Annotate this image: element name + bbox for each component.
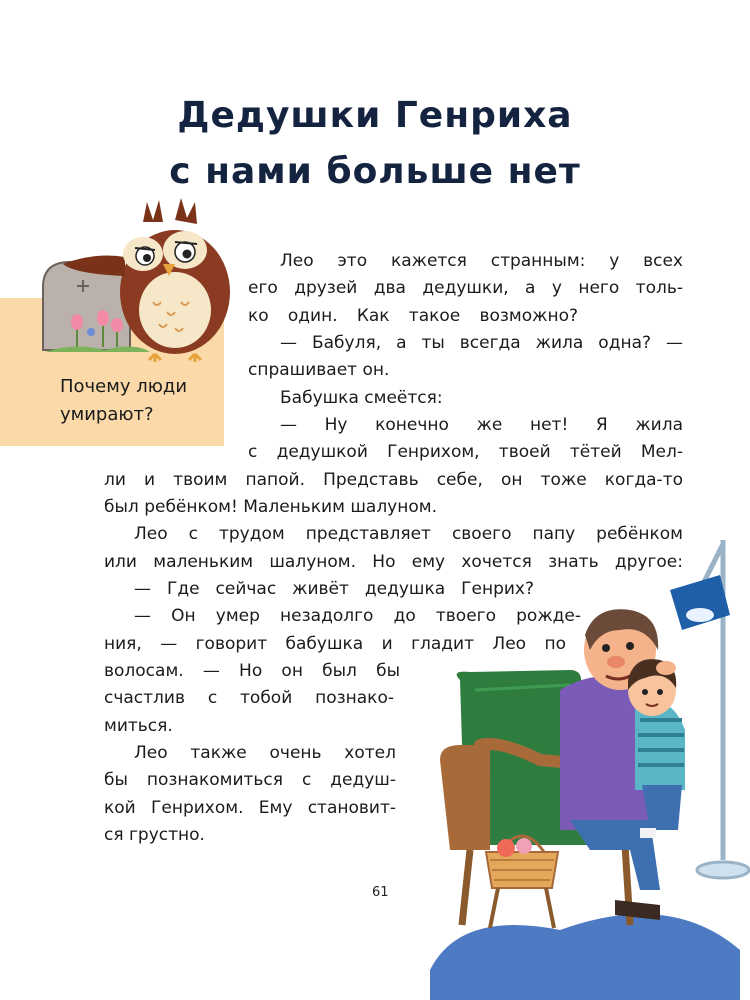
text-line: счастлив с тобой познако- xyxy=(104,688,394,708)
text-line: Лео это кажется странным: у всех xyxy=(280,251,683,271)
sidebar-question: Почему люди умирают? xyxy=(60,376,188,425)
text-line: с дедушкой Генрихом, твоей тётей Мел- xyxy=(248,442,683,462)
text-line: ко один. Как такое возможно? xyxy=(248,306,578,326)
text-line: — Бабуля, а ты всегда жила одна? — xyxy=(280,333,683,353)
text-line: — Он умер незадолго до твоего рожде- xyxy=(134,606,581,626)
text-line: бы познакомиться с дедуш- xyxy=(104,770,396,790)
text-line: ния, — говорит бабушка и гладит Лео по xyxy=(104,634,566,654)
title-line-2: с нами больше нет xyxy=(169,151,581,192)
text-line: — Где сейчас живёт дедушка Генрих? xyxy=(134,579,534,599)
text-line: — Ну конечно же нет! Я жила xyxy=(280,415,683,435)
title-line-1: Дедушки Генриха xyxy=(177,95,573,136)
text-line: ли и твоим папой. Представь себе, он тоже когда-то xyxy=(104,470,683,490)
text-line: кой Генрихом. Ему становит- xyxy=(104,798,396,818)
text-line: спрашивает он. xyxy=(248,360,390,380)
text-line: волосам. — Но он был бы xyxy=(104,661,400,681)
text-line: Бабушка смеётся: xyxy=(280,388,443,408)
owl-gravestone-illustration xyxy=(35,192,230,362)
text-line: ся грустно. xyxy=(104,825,205,845)
page-title xyxy=(0,88,750,200)
grandma-leo-armchair-illustration xyxy=(420,530,750,1000)
page-number: 61 xyxy=(372,885,389,900)
text-line: его друзей два дедушки, а у него толь- xyxy=(248,278,683,298)
text-line: Лео также очень хотел xyxy=(134,743,396,763)
text-line: был ребёнком! Маленьким шалуном. xyxy=(104,497,437,517)
text-line: Лео с трудом представляет своего папу ребёнком xyxy=(134,524,683,544)
text-line: миться. xyxy=(104,716,173,736)
text-line: или маленьким шалуном. Но ему хочется знать другое: xyxy=(104,552,683,572)
